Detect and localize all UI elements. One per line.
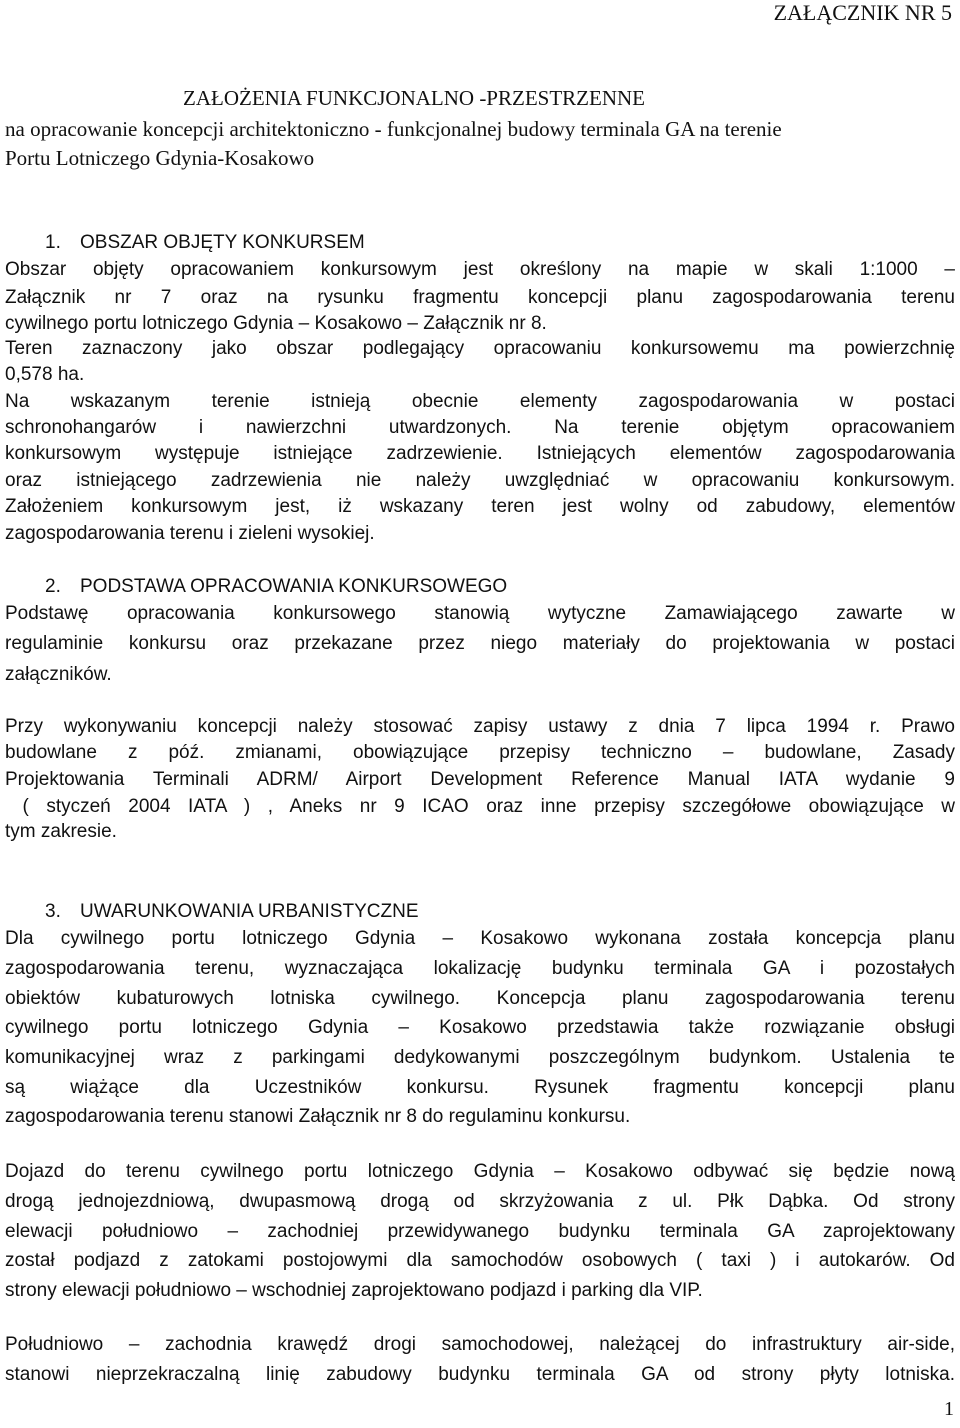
section-2-p1-line-2: regulaminie konkursu oraz przekazane przez niego materiały do projektowania w postaci — [5, 633, 955, 654]
section-3-p2-line-2: drogą jednojezdniową, dwupasmową drogą od skrzyżowania z ul. Płk Dąbka. Od strony — [5, 1191, 955, 1212]
section-1-line-8: konkursowym występuje istniejące zadrzewienie. Istniejących elementów zagospodarowania — [5, 443, 955, 464]
page-number: 1 — [944, 1398, 954, 1420]
section-2-number: 2. — [45, 576, 61, 597]
section-2-p2-line-5: tym zakresie. — [5, 821, 117, 842]
section-2-p2-line-3: Projektowania Terminali ADRM/ Airport Development Reference Manual IATA wydanie 9 — [5, 769, 955, 790]
section-2-p2-line-4: ( styczeń 2004 IATA ) , Aneks nr 9 ICAO oraz inne przepisy szczegółowe obowiązujące w — [5, 796, 955, 817]
section-3-p2-line-4: został podjazd z zatokami postojowymi dla samochodów osobowych ( taxi ) i autokarów. Od — [5, 1250, 955, 1271]
section-3-p2-line-1: Dojazd do terenu cywilnego portu lotniczego Gdynia – Kosakowo odbywać się będzie nową — [5, 1161, 955, 1182]
section-1-line-7: schronohangarów i nawierzchni utwardzonych. Na terenie objętym opracowaniem — [5, 417, 955, 438]
section-2-p2-line-2: budowlane z póź. zmianami, obowiązujące przepisy techniczno – budowlane, Zasady — [5, 742, 955, 763]
section-2-p2-line-1: Przy wykonywaniu koncepcji należy stosować zapisy ustawy z dnia 7 lipca 1994 r. Prawo — [5, 716, 955, 737]
section-1-line-4: Teren zaznaczony jako obszar podlegający opracowaniu konkursowemu ma powierzchnię — [5, 338, 955, 359]
section-3-number: 3. — [45, 901, 61, 922]
section-3-p2-line-5: strony elewacji południowo – wschodniej zaprojektowano podjazd i parking dla VIP. — [5, 1280, 703, 1301]
subtitle-line-1: na opracowanie koncepcji architektoniczno - funkcjonalnej budowy terminala GA na terenie — [5, 117, 782, 141]
section-1-line-5: 0,578 ha. — [5, 364, 85, 385]
section-3-p1-line-6: są wiążące dla Uczestników konkursu. Rysunek fragmentu koncepcji planu — [5, 1077, 955, 1098]
section-3-p1-line-3: obiektów kubaturowych lotniska cywilnego. Koncepcja planu zagospodarowania terenu — [5, 988, 955, 1009]
section-1-line-6: Na wskazanym terenie istnieją obecnie elementy zagospodarowania w postaci — [5, 391, 955, 412]
section-3-p3-line-1: Południowo – zachodnia krawędź drogi samochodowej, należącej do infrastruktury air-side, — [5, 1334, 955, 1355]
section-3-p1-line-5: komunikacyjnej wraz z parkingami dedykowanymi poszczególnym budynkom. Ustalenia te — [5, 1047, 955, 1068]
section-3-p3-line-2: stanowi nieprzekraczalną linię zabudowy budynku terminala GA od strony płyty lotniska. — [5, 1364, 955, 1385]
subtitle-line-2: Portu Lotniczego Gdynia-Kosakowo — [5, 146, 315, 170]
annex-label: ZAŁĄCZNIK NR 5 — [773, 0, 952, 25]
section-3-heading: UWARUNKOWANIA URBANISTYCZNE — [80, 901, 419, 922]
section-1-number: 1. — [45, 232, 61, 253]
section-1-line-10: Założeniem konkursowym jest, iż wskazany teren jest wolny od zabudowy, elementów — [5, 496, 955, 517]
section-1-heading: OBSZAR OBJĘTY KONKURSEM — [80, 232, 365, 253]
document-title: ZAŁOŻENIA FUNKCJONALNO -PRZESTRZENNE — [183, 86, 645, 110]
section-1-line-1: Obszar objęty opracowaniem konkursowym jest określony na mapie w skali 1:1000 – — [5, 259, 955, 280]
section-1-line-2: Załącznik nr 7 oraz na rysunku fragmentu koncepcji planu zagospodarowania terenu — [5, 287, 955, 308]
section-2-heading: PODSTAWA OPRACOWANIA KONKURSOWEGO — [80, 576, 508, 597]
section-3-p1-line-1: Dla cywilnego portu lotniczego Gdynia – Kosakowo wykonana została koncepcja planu — [5, 928, 955, 949]
section-3-p1-line-4: cywilnego portu lotniczego Gdynia – Kosakowo przedstawia także rozwiązanie obsługi — [5, 1017, 955, 1038]
section-1-line-9: oraz istniejącego zadrzewienia nie należy uwzględniać w opracowaniu konkursowym. — [5, 470, 955, 491]
section-1-line-3: cywilnego portu lotniczego Gdynia – Kosakowo – Załącznik nr 8. — [5, 313, 547, 334]
section-3-p1-line-7: zagospodarowania terenu stanowi Załącznik nr 8 do regulaminu konkursu. — [5, 1106, 631, 1127]
section-2-p1-line-1: Podstawę opracowania konkursowego stanowią wytyczne Zamawiającego zawarte w — [5, 603, 955, 624]
section-3-p2-line-3: elewacji południowo – zachodniej przewidywanego budynku terminala GA zaprojektowany — [5, 1221, 955, 1242]
section-1-line-11: zagospodarowania terenu i zieleni wysokiej. — [5, 523, 375, 544]
section-2-p1-line-3: załączników. — [5, 664, 112, 685]
section-3-p1-line-2: zagospodarowania terenu, wyznaczająca lokalizację budynku terminala GA i pozostałych — [5, 958, 955, 979]
